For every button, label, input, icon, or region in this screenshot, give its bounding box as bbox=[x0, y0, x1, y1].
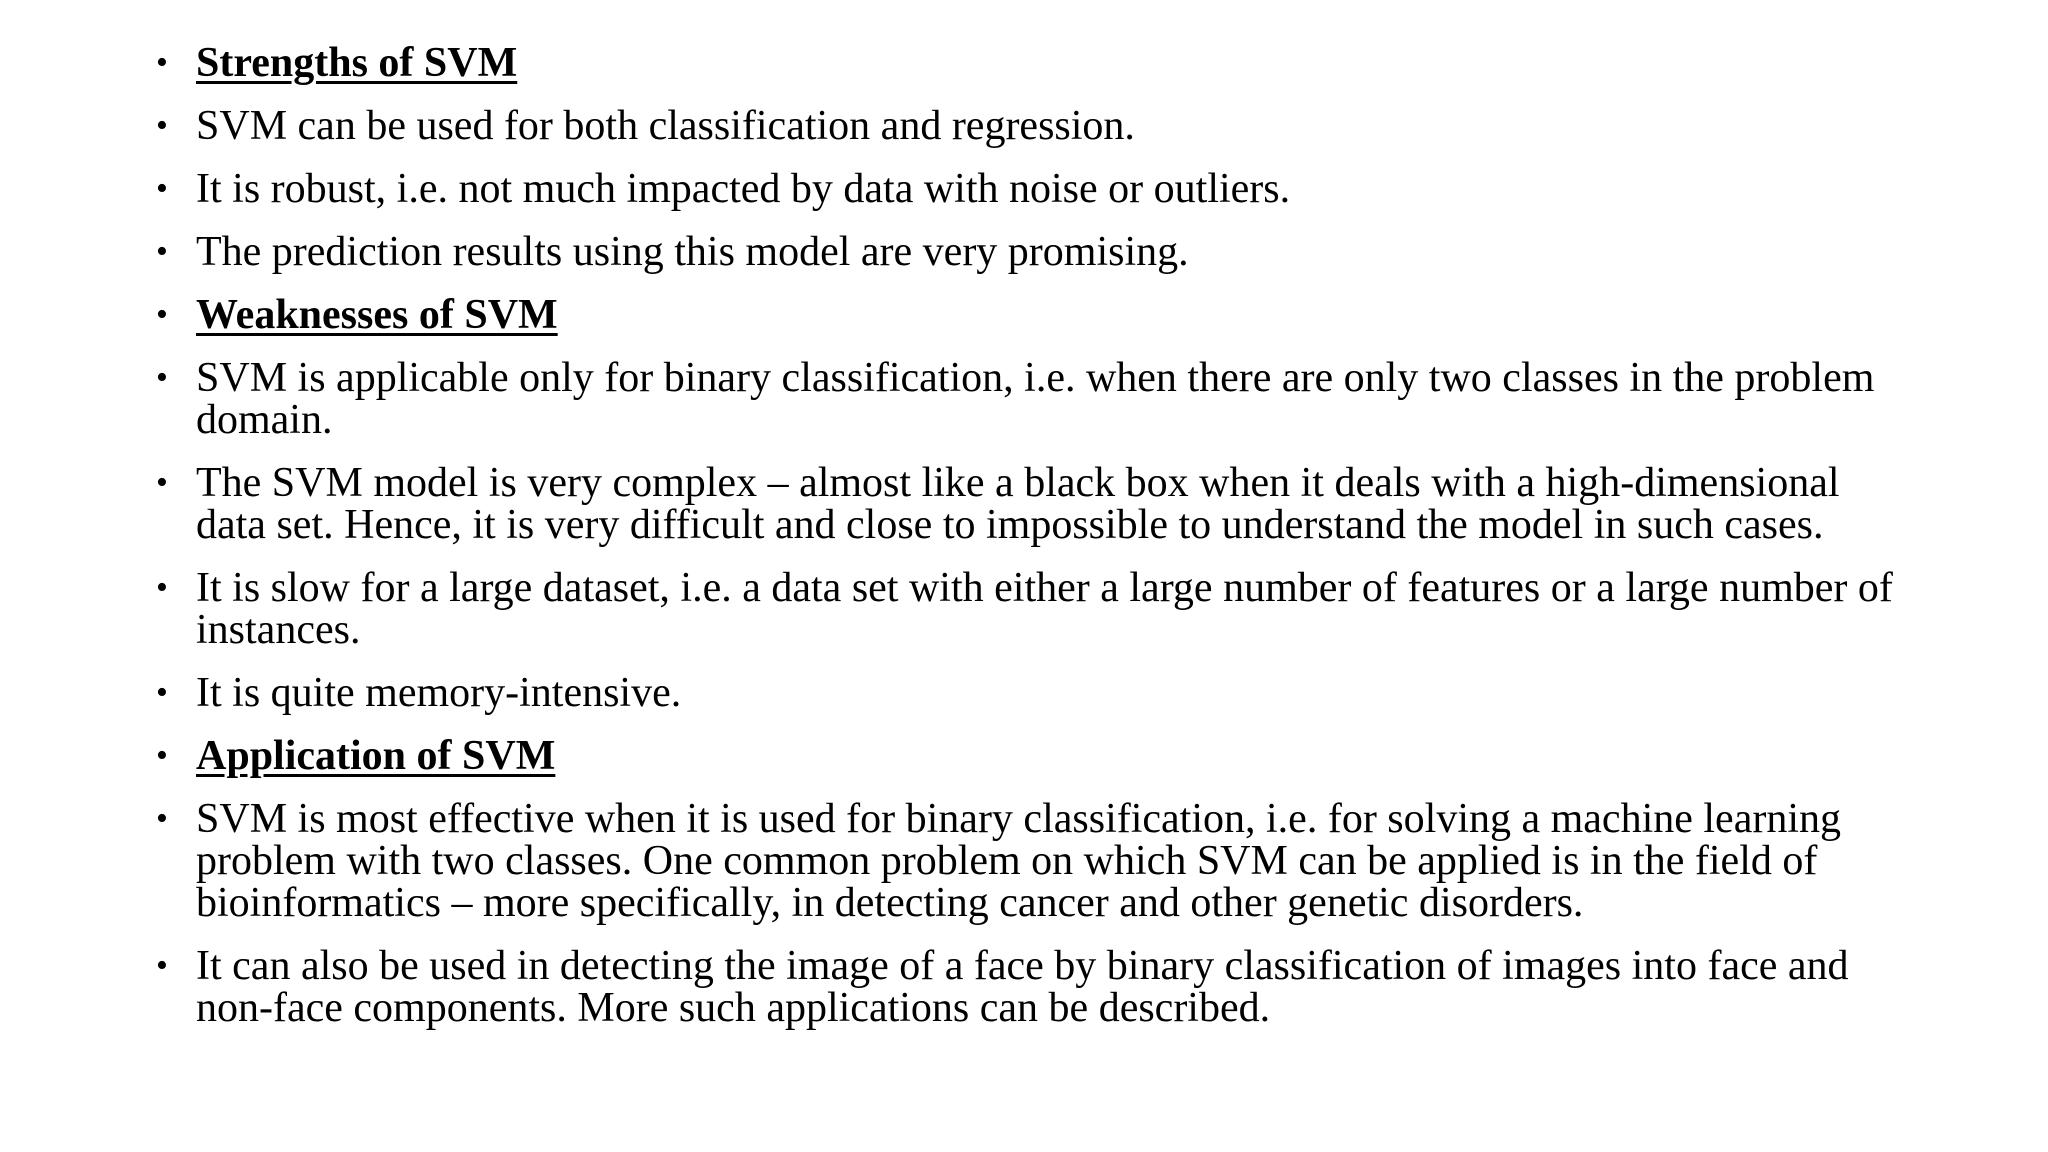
bullet-icon: • bbox=[156, 674, 168, 711]
item-text: It is robust, i.e. not much impacted by data with noise or outliers. bbox=[196, 166, 1291, 212]
list-item bbox=[156, 798, 1916, 924]
bullet-icon: • bbox=[156, 233, 168, 270]
item-text: SVM can be used for both classification and regression. bbox=[196, 103, 1135, 149]
heading-text: Weaknesses of SVM bbox=[196, 292, 558, 338]
item-text: SVM is most effective when it is used for binary classification, i.e. for solving a machine learning problem with two classes. One common problem on which SVM can be applied is in the field of bioinformatics – more specifically, in detecting cancer and other genetic disorders. bbox=[196, 796, 1841, 926]
list-item bbox=[156, 672, 1916, 714]
list-item bbox=[156, 168, 1916, 210]
item-text: The SVM model is very complex – almost like a black box when it deals with a high-dimensional data set. Hence, it is very difficult and close to impossible to understand the model in such cases. bbox=[196, 460, 1840, 548]
item-text: The prediction results using this model are very promising. bbox=[196, 229, 1189, 275]
list-item bbox=[156, 357, 1916, 441]
bullet-icon: • bbox=[156, 800, 168, 837]
section-heading-weaknesses bbox=[156, 294, 1916, 336]
bullet-icon: • bbox=[156, 464, 168, 501]
list-item bbox=[156, 945, 1916, 1029]
heading-text: Strengths of SVM bbox=[196, 40, 518, 86]
list-item bbox=[156, 105, 1916, 147]
bullet-icon: • bbox=[156, 296, 168, 333]
list-item bbox=[156, 567, 1916, 651]
item-text: It is quite memory-intensive. bbox=[196, 670, 682, 716]
bullet-icon: • bbox=[156, 569, 168, 606]
bullet-list bbox=[156, 42, 1916, 1050]
bullet-icon: • bbox=[156, 737, 168, 774]
bullet-icon: • bbox=[156, 947, 168, 984]
section-heading-application bbox=[156, 735, 1916, 777]
bullet-icon: • bbox=[156, 359, 168, 396]
list-item bbox=[156, 231, 1916, 273]
bullet-icon: • bbox=[156, 44, 168, 81]
bullet-icon: • bbox=[156, 107, 168, 144]
item-text: It can also be used in detecting the image of a face by binary classification of images into face and non-face components. More such applications can be described. bbox=[196, 943, 1849, 1031]
section-heading-strengths bbox=[156, 42, 1916, 84]
heading-text: Application of SVM bbox=[196, 733, 556, 779]
list-item bbox=[156, 462, 1916, 546]
bullet-icon: • bbox=[156, 170, 168, 207]
item-text: It is slow for a large dataset, i.e. a data set with either a large number of features or a large number of instances. bbox=[196, 565, 1893, 653]
item-text: SVM is applicable only for binary classification, i.e. when there are only two classes in the problem domain. bbox=[196, 355, 1875, 443]
